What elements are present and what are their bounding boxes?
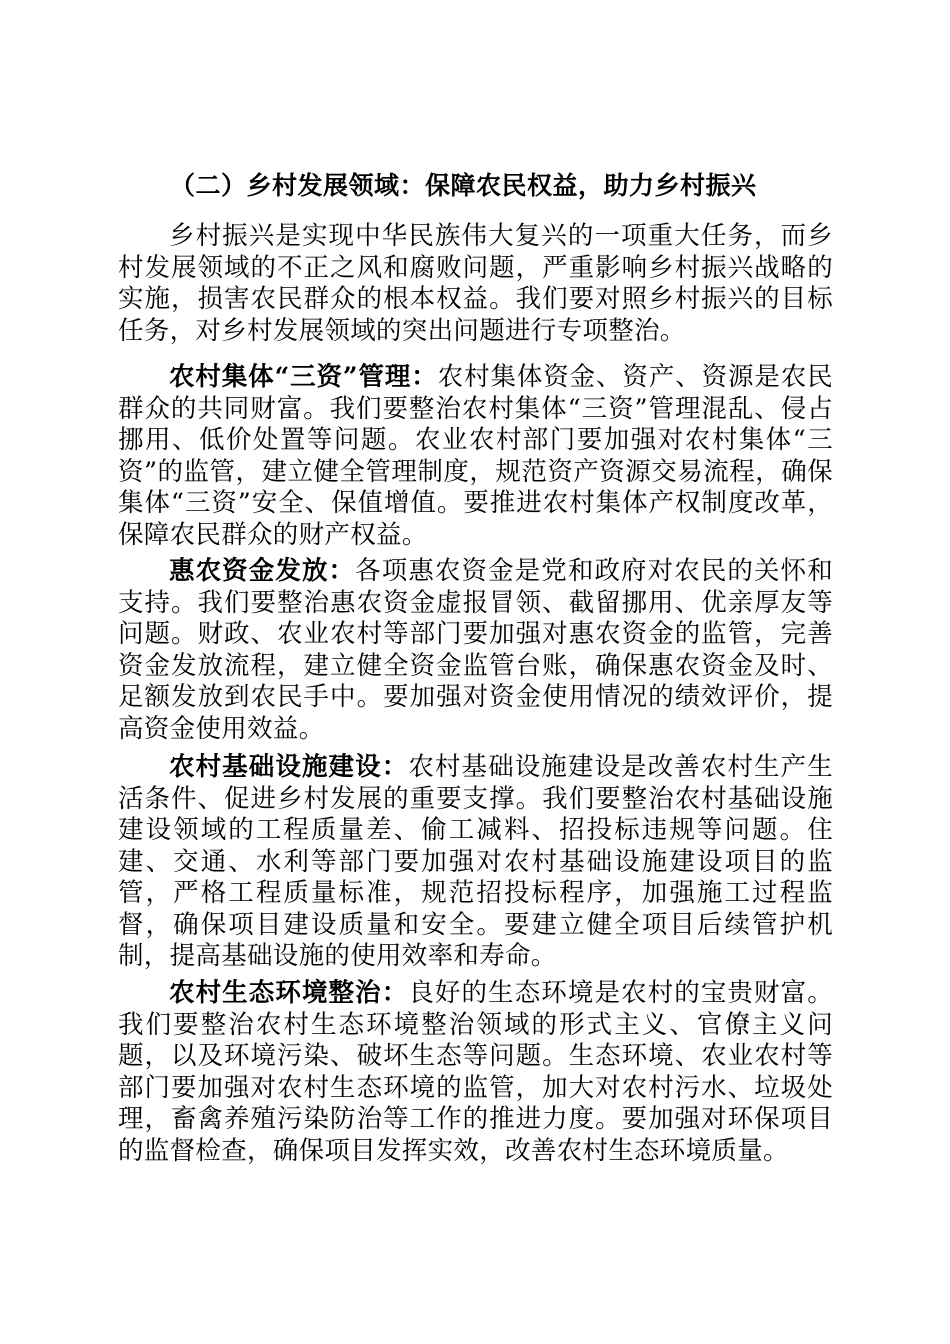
paragraph-text: 农村基础设施建设是改善农村生产生活条件、促进乡村发展的重要支撑。我们要整治农村基础设施建设领域的工程质量差、偷工减料、招投标违规等问题。住建、交通、水利等部门要加强对农村基础设施建设项目的监管，严格工程质量标准，规范招投标程序，加强施工过程监督，确保项目建设质量和安全。要建立健全项目后续管护机制，提高基础设施的使用效率和寿命。 [118, 752, 833, 971]
paragraph-lead: 农村生态环境整治： [169, 978, 409, 1008]
paragraph-text: 乡村振兴是实现中华民族伟大复兴的一项重大任务，而乡村发展领域的不正之风和腐败问题，严重影响乡村振兴战略的实施，损害农民群众的根本权益。我们要对照乡村振兴的目标任务，对乡村发展领域的突出问题进行专项整治。 [118, 221, 833, 346]
paragraph-collective-assets [118, 362, 833, 551]
paragraph-text: 良好的生态环境是农村的宝贵财富。我们要整治农村生态环境整治领域的形式主义、官僚主义问题，以及环境污染、破坏生态等问题。生态环境、农业农村等部门要加强对农村生态环境的监管，加大对农村污水、垃圾处理，畜禽养殖污染防治等工作的推进力度。要加强对环保项目的监督检查，确保项目发挥实效，改善农村生态环境质量。 [118, 978, 833, 1166]
paragraph-text: 各项惠农资金是党和政府对农民的关怀和支持。我们要整治惠农资金虚报冒领、截留挪用、优亲厚友等问题。财政、农业农村等部门要加强对惠农资金的监管，完善资金发放流程，建立健全资金监管台账，确保惠农资金及时、足额发放到农民手中。要加强对资金使用情况的绩效评价，提高资金使用效益。 [118, 556, 833, 744]
paragraph-lead: 农村集体“三资”管理： [169, 362, 438, 392]
paragraph-lead: 惠农资金发放： [169, 556, 356, 586]
section-heading: （二）乡村发展领域：保障农民权益，助力乡村振兴 [170, 171, 757, 200]
paragraph-infrastructure [118, 752, 833, 973]
paragraph-lead: 农村基础设施建设： [169, 752, 409, 782]
paragraph-text: 农村集体资金、资产、资源是农民群众的共同财富。我们要整治农村集体“三资”管理混乱、侵占挪用、低价处置等问题。农业农村部门要加强对农村集体“三资”的监管，建立健全管理制度，规范资产资源交易流程，确保集体“三资”安全、保值增值。要推进农村集体产权制度改革，保障农民群众的财产权益。 [118, 362, 833, 550]
paragraph-agricultural-funds [118, 556, 833, 745]
paragraph-intro [118, 221, 833, 347]
paragraph-ecological-environment [118, 978, 833, 1167]
